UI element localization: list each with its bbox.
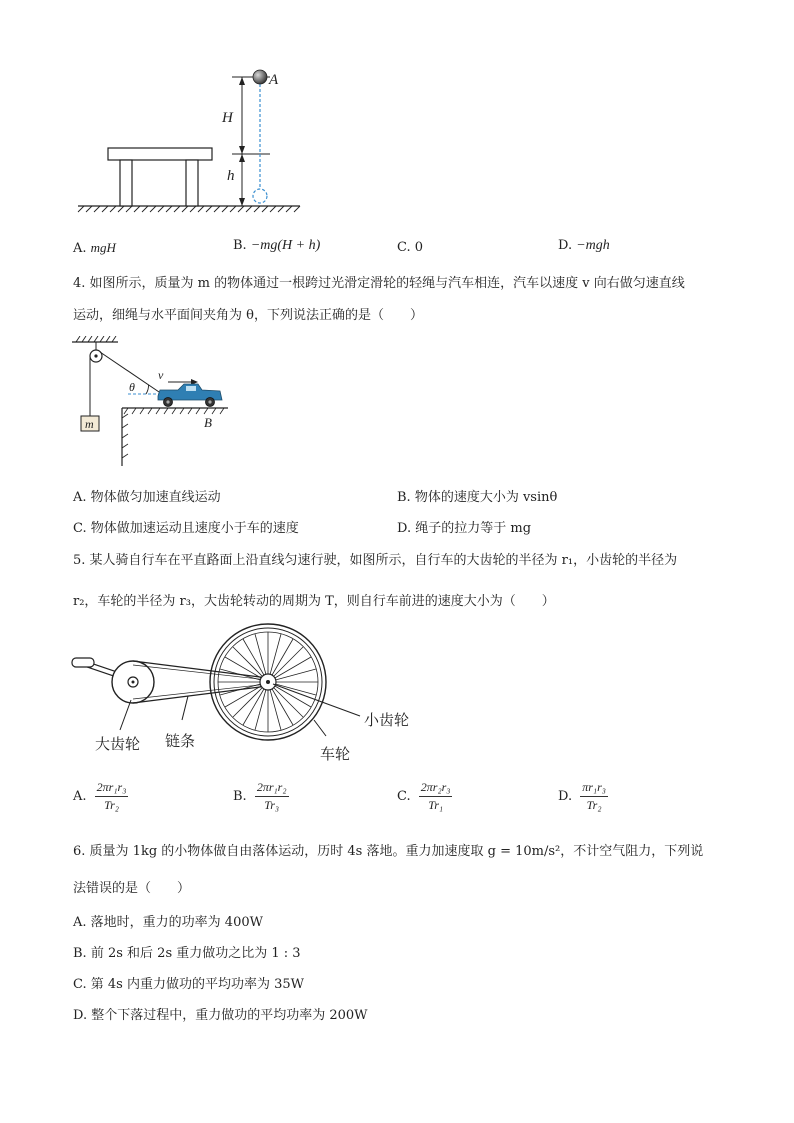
fraction-denominator: Tr₁ [428,798,444,812]
option-text: 绳子的拉力等于 mg [415,521,532,536]
option-letter: D. [558,238,573,253]
q4-option-d[interactable] [397,517,531,536]
option-text: 前 2s 和后 2s 重力做功之比为 1 : 3 [90,946,301,961]
option-text: −mgh [576,238,610,253]
q3-label-h: h [227,168,235,184]
q5-stem-line1: 5. 某人骑自行车在平直路面上沿直线匀速行驶，如图所示，自行车的大齿轮的半径为 r₁，小齿轮的半径为 [73,553,678,568]
q5-label-chain: 链条 [165,732,196,750]
option-letter: C. [73,521,87,536]
q4-label-theta: θ [129,380,135,394]
option-fraction [580,780,608,813]
q3-label-A: A [269,72,279,88]
q6-stem-line2: 法错误的是（ ） [73,881,191,896]
option-letter: D. [397,521,412,536]
option-letter: C. [397,240,411,255]
option-text: −mg(H + h) [250,238,321,253]
option-letter: D. [73,1008,88,1023]
option-fraction [95,780,129,813]
q3-option-a[interactable] [73,240,116,256]
q5-label-wheel: 车轮 [320,745,351,763]
q4-option-c[interactable] [73,517,299,536]
q6-stem-line1: 6. 质量为 1kg 的小物体做自由落体运动，历时 4s 落地。重力加速度取 g = 10m/s²，不计空气阻力，下列说 [73,844,704,859]
fraction-numerator: πr₁r₃ [580,780,608,797]
q4-option-b[interactable] [397,486,557,505]
q4-figure [70,336,240,471]
option-letter: C. [73,977,87,992]
fraction-denominator: Tr₂ [104,798,119,812]
option-fraction [255,780,289,813]
q4-label-B: B [204,415,212,430]
q6-option-a[interactable] [73,911,263,930]
option-text: 第 4s 内重力做功的平均功率为 35W [90,977,305,992]
fraction-numerator: 2πr₂r₃ [419,780,453,797]
fraction-denominator: Tr₃ [264,798,280,812]
q4-label-m: m [85,417,94,431]
fraction-numerator: 2πr₁r₃ [95,780,129,797]
q3-figure [70,62,310,222]
q3-option-d[interactable] [558,238,610,254]
option-text: 整个下落过程中，重力做功的平均功率为 200W [91,1008,368,1023]
q4-car [158,384,222,407]
option-letter: B. [233,789,247,804]
option-letter: A. [73,241,87,256]
q5-option-a[interactable] [73,780,128,813]
q6-option-c[interactable] [73,973,304,992]
option-letter: D. [558,789,573,804]
q3-option-b[interactable] [233,238,320,254]
option-letter: C. [397,789,411,804]
option-letter: B. [233,238,247,253]
option-letter: A. [73,915,87,930]
q4-label-v: v [158,368,164,382]
option-text: mgH [90,240,116,255]
q5-option-c[interactable] [397,780,452,813]
q4-stem-line2: 运动，细绳与水平面间夹角为 θ，下列说法正确的是（ ） [73,308,423,323]
q3-option-c[interactable] [397,240,423,255]
q6-option-b[interactable] [73,942,301,961]
q5-label-small-gear: 小齿轮 [364,711,410,729]
option-text: 物体做加速运动且速度小于车的速度 [90,521,299,536]
option-text: 物体做匀加速直线运动 [90,490,221,505]
q5-option-d[interactable] [558,780,608,813]
q3-label-H: H [222,110,233,126]
option-text: 落地时，重力的功率为 400W [90,915,263,930]
option-text: 0 [414,240,424,255]
q5-label-big-gear: 大齿轮 [95,735,141,753]
fraction-numerator: 2πr₁r₂ [255,780,289,797]
option-text: 物体的速度大小为 vsinθ [414,490,558,505]
q4-option-a[interactable] [73,486,221,505]
q6-option-d[interactable] [73,1004,368,1023]
option-letter: A. [73,789,87,804]
q5-option-b[interactable] [233,780,289,813]
fraction-denominator: Tr₂ [586,798,602,812]
option-letter: A. [73,490,87,505]
q4-stem-line1: 4. 如图所示，质量为 m 的物体通过一根跨过光滑定滑轮的轻绳与汽车相连，汽车以速度 v 向右做匀速直线 [73,276,685,291]
option-letter: B. [397,490,411,505]
q5-stem-line2: r₂，车轮的半径为 r₃，大齿轮转动的周期为 T，则自行车前进的速度大小为（ ） [73,594,555,609]
option-letter: B. [73,946,87,961]
option-fraction [419,780,453,813]
